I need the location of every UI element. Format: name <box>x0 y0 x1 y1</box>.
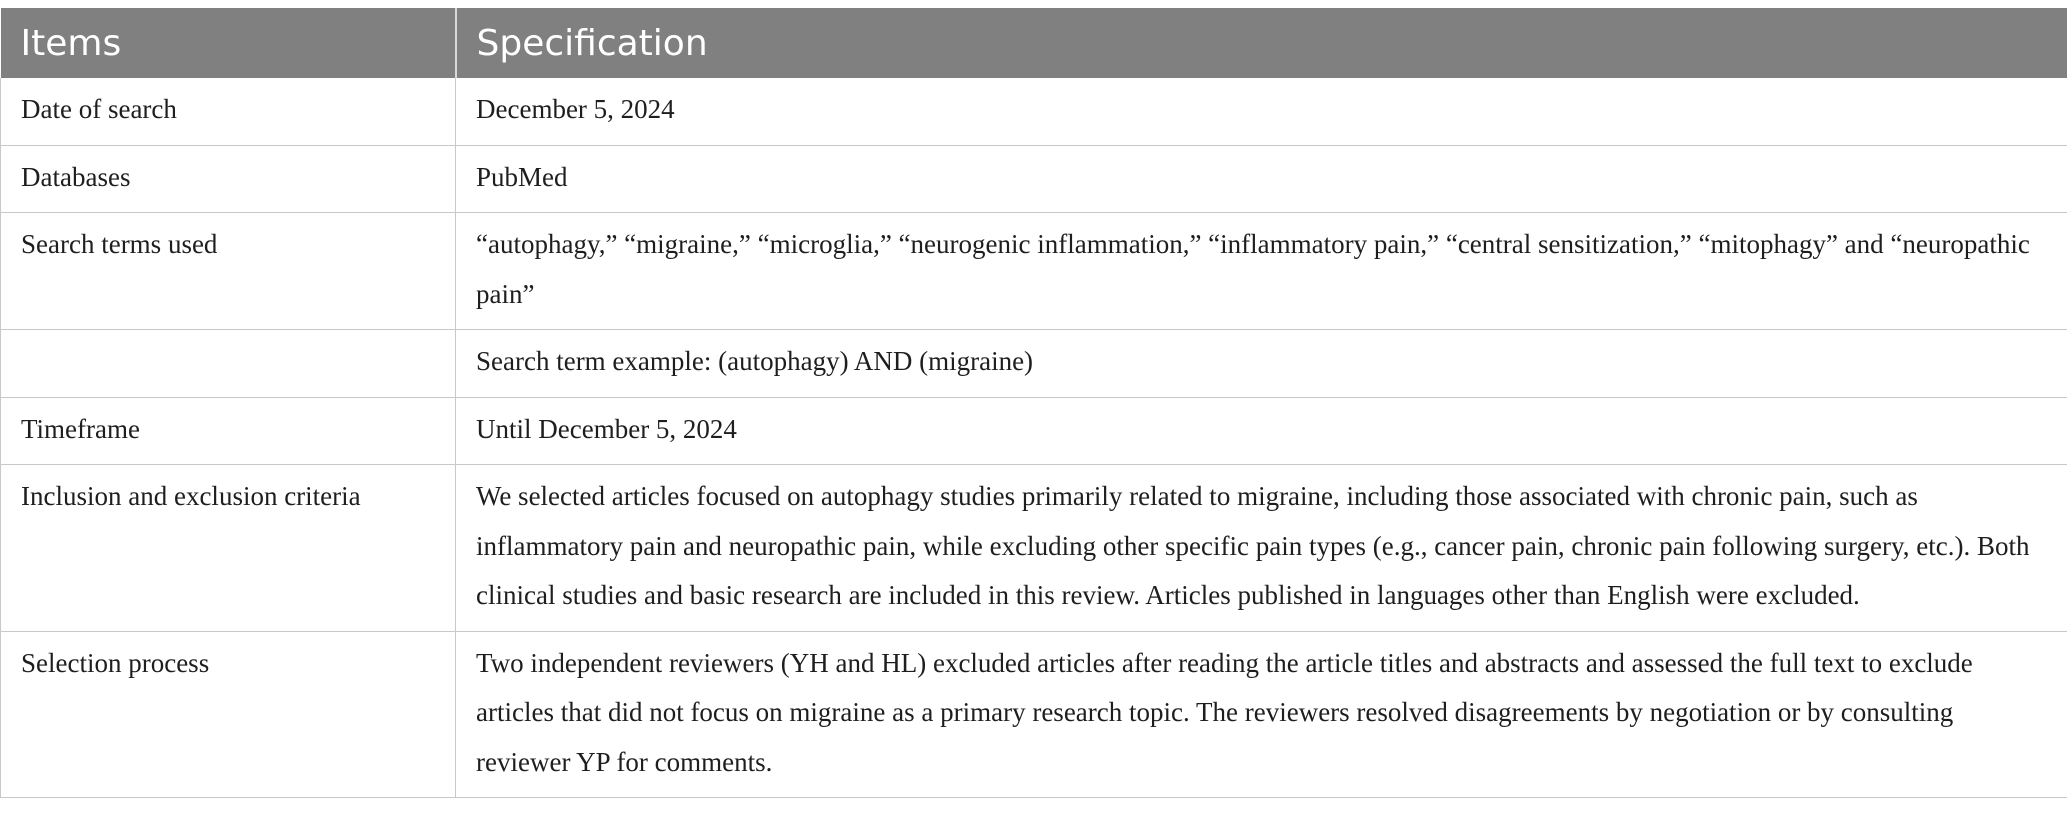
item-cell: Selection process <box>1 631 456 798</box>
item-cell: Inclusion and exclusion criteria <box>1 465 456 632</box>
search-strategy-table-container <box>0 8 2067 798</box>
item-cell: Search terms used <box>1 213 456 330</box>
table-row <box>1 631 2067 798</box>
header-row <box>1 8 2067 78</box>
spec-cell: Search term example: (autophagy) AND (migraine) <box>456 330 2067 398</box>
table-row <box>1 330 2067 398</box>
spec-cell: Two independent reviewers (YH and HL) excluded articles after reading the article titles and abstracts and assessed the full text to exclude articles that did not focus on migraine as a primary research topic. The reviewers resolved disagreements by negotiation or by consulting reviewer YP for comments. <box>456 631 2067 798</box>
header-items: Items <box>1 8 456 78</box>
item-cell <box>1 330 456 398</box>
table-row <box>1 213 2067 330</box>
spec-cell: PubMed <box>456 145 2067 213</box>
table-row <box>1 78 2067 145</box>
item-cell: Databases <box>1 145 456 213</box>
table-row <box>1 397 2067 465</box>
spec-cell: December 5, 2024 <box>456 78 2067 145</box>
spec-cell: We selected articles focused on autophagy studies primarily related to migraine, including those associated with chronic pain, such as inflammatory pain and neuropathic pain, while excluding other specific pain types (e.g., cancer pain, chronic pain following surgery, etc.). Both clinical studies and basic research are included in this review. Articles published in languages other than English were excluded. <box>456 465 2067 632</box>
table-header <box>1 8 2067 78</box>
table-row <box>1 145 2067 213</box>
spec-cell: “autophagy,” “migraine,” “microglia,” “neurogenic inflammation,” “inflammatory pain,” “central sensitization,” “mitophagy” and “neuropathic pain” <box>456 213 2067 330</box>
item-cell: Timeframe <box>1 397 456 465</box>
table-body <box>1 78 2067 798</box>
table-row <box>1 465 2067 632</box>
header-specification: Specification <box>456 8 2067 78</box>
spec-cell: Until December 5, 2024 <box>456 397 2067 465</box>
item-cell: Date of search <box>1 78 456 145</box>
search-strategy-table <box>0 8 2067 798</box>
